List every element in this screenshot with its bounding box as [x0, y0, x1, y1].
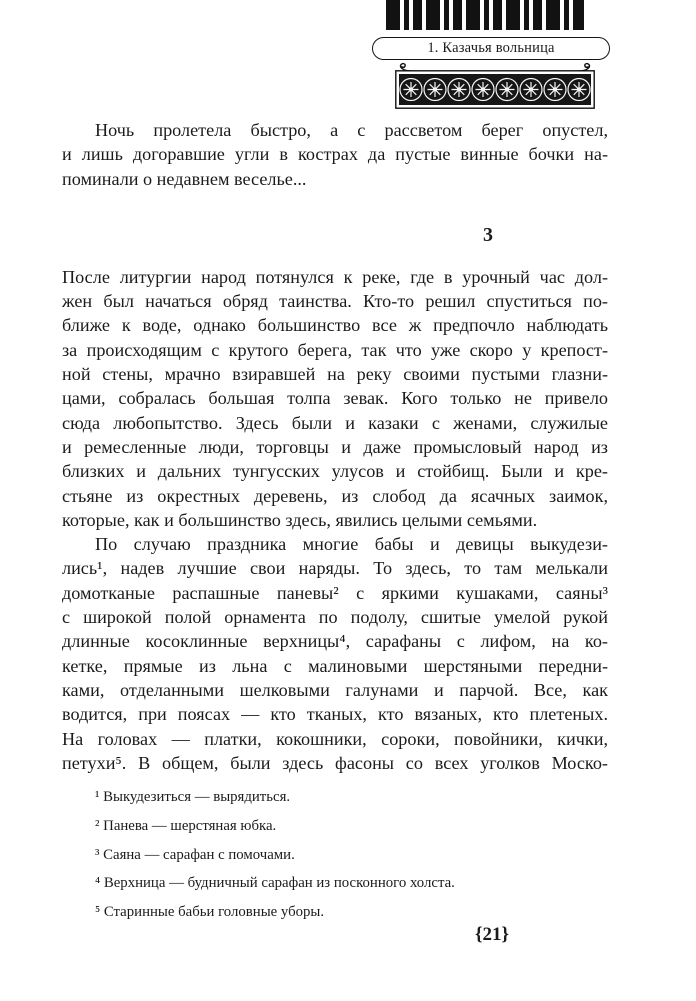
text-line: кетке, прямые из льна с малиновыми шерстяными передни-: [62, 655, 608, 676]
text-line: лись¹, надев лучшие свои наряды. То здесь, то там мелькали: [62, 558, 608, 579]
text-line: сюда любопытство. Здесь были и казаки с женами, служилые: [62, 412, 608, 433]
body-text: [62, 118, 608, 775]
text-line: за происходящим с крутого берега, так что уже скоро у крепост-: [62, 339, 608, 360]
corner-curl-left: [400, 64, 411, 71]
footnotes: [62, 783, 608, 927]
running-head: 1. Казачья вольница: [427, 40, 555, 56]
text-line: ками, отделанными шелковыми галунами и парчой. Все, как: [62, 679, 608, 700]
text-line: По случаю праздника многие бабы и девицы выкудези-: [95, 534, 608, 555]
text-line: На головах — платки, кокошники, сороки, повойники, кички,: [62, 728, 608, 749]
section-number: 3: [483, 223, 493, 246]
text-line: поминали о недавнем веселье...: [62, 168, 307, 189]
footnote: ⁴ Верхница — будничный сарафан из посконного холста.: [95, 875, 455, 892]
text-line: длинные косоклинные верхницы⁴, сарафаны с лифом, на ко-: [62, 631, 608, 652]
paragraph-2: [62, 265, 608, 532]
running-head-box: [372, 37, 610, 60]
top-bars-ornament: [386, 0, 584, 30]
footnote: ¹ Выкудезиться — вырядиться.: [95, 789, 291, 805]
text-line: близких и дальних тунгусских улусов и стойбищ. Были и кре-: [62, 461, 608, 482]
text-line: водится, при поясах — кто тканых, кто вязаных, кто плетеных.: [62, 704, 608, 725]
paragraph-3: [62, 532, 608, 775]
text-line: ной стены, мрачно взиравшей на реку своими пустыми глазни-: [62, 364, 608, 385]
footnote: ⁵ Старинные бабьи головные уборы.: [95, 904, 325, 921]
text-line: с широкой полой орнамента по подолу, сшитые умелой рукой: [62, 607, 608, 628]
text-line: и ремесленные люди, торговцы и даже промысловый народ из: [62, 436, 608, 457]
text-line: и лишь догоравшие угли в кострах да пустые винные бочки на-: [62, 144, 608, 165]
text-line: жен был начаться обряд таинства. Кто-то решил спуститься по-: [62, 291, 608, 312]
text-line: После литургии народ потянулся к реке, где в урочный час дол-: [62, 266, 608, 287]
footnote: ³ Саяна — сарафан с помочами.: [95, 846, 295, 863]
page-number: {21}: [475, 924, 509, 945]
text-line: стьяне из окрестных деревень, из слобод да ясачных заимок,: [62, 485, 608, 506]
text-line: домотканые распашные паневы² с яркими кушаками, саяны³: [62, 582, 608, 603]
text-line: которые, как и большинство здесь, явились целыми семьями.: [62, 509, 538, 530]
paragraph-1: [62, 118, 608, 191]
text-line: ближе к воде, однако большинство все ж предпочло наблюдать: [62, 315, 608, 336]
footnote: ² Панева — шерстяная юбка.: [95, 817, 277, 834]
text-line: Ночь пролетела быстро, а с рассветом берег опустел,: [95, 120, 608, 140]
text-line: петухи⁵. В общем, были здесь фасоны со всех уголков Моско-: [62, 752, 608, 773]
corner-curl-right: [579, 64, 590, 71]
header-ornament-band: [395, 62, 595, 112]
text-line: цами, собралась большая толпа зевак. Кого только не привело: [62, 388, 608, 409]
